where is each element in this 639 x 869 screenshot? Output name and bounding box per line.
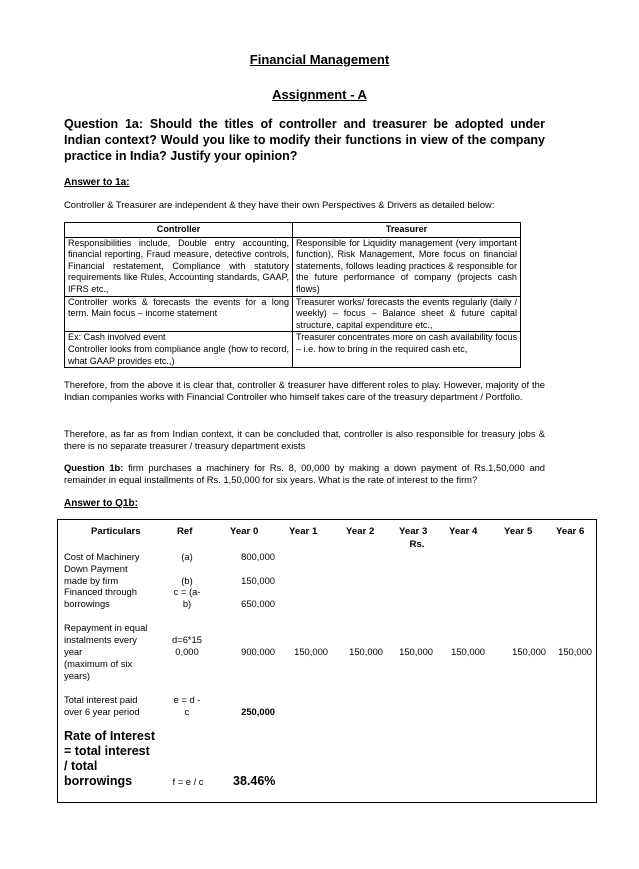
question-1b-label: Question 1b:	[64, 462, 124, 473]
table-row	[65, 332, 521, 368]
row-label-down-2: made by firm	[64, 575, 119, 586]
row-year3-repay: 150,000	[399, 646, 433, 657]
row-label-interest-1: Total interest paid	[64, 694, 138, 705]
subject-title: Financial Management	[249, 52, 390, 67]
row-label-down-1: Down Payment	[64, 563, 128, 574]
row-label-fin-1: Financed through	[64, 586, 137, 597]
question-1b	[64, 462, 545, 487]
row-year0-interest: 250,000	[241, 706, 275, 717]
col-header-year6: Year 6	[556, 526, 585, 537]
interest-calculation-table	[57, 519, 597, 803]
row-ref-cost: (a)	[181, 551, 193, 562]
row-label-cost: Cost of Machinery	[64, 551, 140, 562]
row-year0-repay: 900,000	[241, 646, 275, 657]
row-year5-repay: 150,000	[512, 646, 546, 657]
row-year4-repay: 150,000	[451, 646, 485, 657]
row-year6-repay: 150,000	[558, 646, 592, 657]
row-label-repay-4: (maximum of six	[64, 658, 133, 669]
question-1b-text: firm purchases a machinery for Rs. 8, 00,000 by making a down payment of Rs.1,50,000 and remainder in equal installments of Rs. 1,50,000 for six years. What is the rate of interest to the firm?	[64, 462, 545, 486]
row-label-rate-4: borrowings	[64, 774, 133, 788]
controller-cell: Controller works & forecasts the events for a long term. Main focus – income statement	[65, 296, 293, 332]
col-header-year3-unit: Rs.	[409, 539, 425, 550]
row-label-fin-2: borrowings	[64, 598, 110, 609]
row-ref-repay-1: d=6*15	[172, 634, 202, 645]
row-ref-interest-1: e = d -	[173, 694, 201, 705]
row-ref-fin-1: c = (a-	[173, 586, 201, 597]
row-label-repay-5: years)	[64, 670, 91, 681]
controller-cell: Responsibilities include, Double entry accounting, financial reporting, Fraud measure, detective controls, Financial restatement, Compliance with statutory requirements like Rules, Accounting standards, GAAP, IFRS etc.,	[65, 237, 293, 296]
row-year0-fin: 650,000	[241, 598, 275, 609]
col-header-year3: Year 3	[399, 526, 428, 537]
row-ref-fin-2: b)	[182, 598, 192, 609]
col-header-year1: Year 1	[289, 526, 318, 537]
col-header-year2: Year 2	[346, 526, 375, 537]
treasurer-cell: Responsible for Liquidity management (very important function), Risk Management, More focus on financial statements, follows leading practices & responsible for the future performance of company (projects cash flows)	[293, 237, 521, 296]
controller-cell: Ex: Cash involved event Controller looks from compliance angle (how to record, what GAAP provides etc.,)	[65, 332, 293, 368]
intro-text: Controller & Treasurer are independent & they have their own Perspectives & Drivers as detailed below:	[64, 199, 495, 210]
col-header-year5: Year 5	[504, 526, 533, 537]
table-row	[65, 237, 521, 296]
row-label-repay-1: Repayment in equal	[64, 622, 148, 633]
row-label-repay-3: year	[64, 646, 83, 657]
row-label-interest-2: over 6 year period	[64, 706, 140, 717]
row-ref-rate: f = e / c	[172, 776, 204, 787]
row-label-repay-2: instalments every	[64, 634, 137, 645]
table-row	[65, 296, 521, 332]
question-1a: Question 1a: Should the titles of controller and treasurer be adopted under Indian context? Would you like to modify their functions in view of the company practice in India? Justify your opinion?	[64, 117, 545, 163]
controller-treasurer-table	[64, 222, 521, 368]
col-header-ref: Ref	[177, 526, 193, 537]
answer-1a-label: Answer to 1a:	[64, 177, 130, 188]
col-header-year4: Year 4	[449, 526, 478, 537]
row-year1-repay: 150,000	[294, 646, 328, 657]
conclusion-paragraph-1: Therefore, from the above it is clear that, controller & treasurer have different roles to play. However, majority of the Indian companies works with Financial Controller who himself takes care of the treasury department / Portfolio.	[64, 379, 545, 403]
row-label-rate-3: / total	[64, 759, 98, 773]
answer-1b-label: Answer to Q1b:	[64, 498, 138, 509]
row-label-rate-1: Rate of Interest	[64, 729, 155, 743]
col-header-year0: Year 0	[230, 526, 259, 537]
treasurer-cell: Treasurer works/ forecasts the events regularly (daily / weekly) – focus – Balance sheet & future capital structure, capital expenditure etc.,	[293, 296, 521, 332]
row-ref-interest-2: c	[184, 706, 190, 717]
assignment-title: Assignment - A	[272, 87, 367, 102]
row-label-rate-2: = total interest	[64, 744, 150, 758]
treasurer-cell: Treasurer concentrates more on cash availability focus – i.e. how to bring in the required cash etc,	[293, 332, 521, 368]
row-ref-down: (b)	[181, 575, 193, 586]
col-header-particulars: Particulars	[91, 526, 141, 537]
conclusion-paragraph-2: Therefore, as far as from Indian context, it can be concluded that, controller is also responsible for treasury jobs & there is no separate treasurer / treasury department exists	[64, 428, 545, 452]
row-year0-cost: 800,000	[241, 551, 275, 562]
row-year2-repay: 150,000	[349, 646, 383, 657]
treasurer-header: Treasurer	[293, 223, 521, 238]
row-year0-down: 150,000	[241, 575, 275, 586]
row-year0-rate: 38.46%	[233, 774, 276, 788]
controller-header: Controller	[65, 223, 293, 238]
row-ref-repay-2: 0,000	[175, 646, 199, 657]
